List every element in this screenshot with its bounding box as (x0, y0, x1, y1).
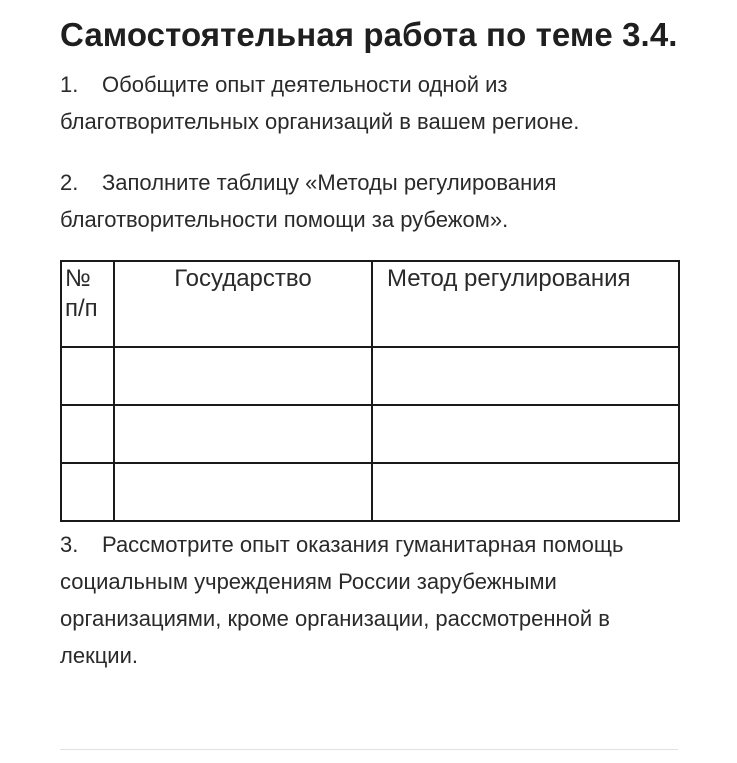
task-3-text-1: Рассмотрите опыт оказания гуманитарная помощь (102, 532, 624, 557)
table-cell (114, 347, 372, 405)
task-2-number: 2. (60, 170, 79, 195)
task-2-line-1 (60, 164, 680, 201)
header-number (61, 261, 114, 347)
task-1-text-1: Обобщите опыт деятельности одной из (102, 72, 508, 97)
task-2-text-2: благотворительности помощи за рубежом». (60, 207, 509, 232)
task-1-line-1 (60, 66, 680, 103)
task-3-text-4: лекции. (60, 643, 138, 668)
task-3-text-2: социальным учреждениям России зарубежными (60, 569, 557, 594)
table-row (61, 405, 679, 463)
header-number-line-2: п/п (65, 295, 98, 322)
page-title: Самостоятельная работа по теме 3.4. (60, 16, 678, 53)
header-method-label: Метод регулирования (387, 265, 631, 292)
task-2 (60, 164, 680, 238)
table-cell (61, 405, 114, 463)
task-3-number: 3. (60, 532, 79, 557)
task-1 (60, 66, 680, 140)
task-1-number: 1. (60, 72, 79, 97)
table-row (61, 347, 679, 405)
regulation-methods-table (60, 260, 680, 522)
table-cell (114, 405, 372, 463)
header-country-label: Государство (174, 265, 312, 292)
table-cell (114, 463, 372, 521)
table-cell (372, 347, 679, 405)
header-country (114, 261, 372, 347)
task-3-line-1 (60, 526, 680, 563)
table-row (61, 463, 679, 521)
document-page (60, 14, 680, 674)
bottom-divider (60, 749, 678, 750)
table-cell (61, 463, 114, 521)
task-3-text-3: организациями, кроме организации, рассмотренной в (60, 606, 610, 631)
table-cell (372, 405, 679, 463)
task-3 (60, 526, 680, 674)
header-number-line-1: № (65, 265, 91, 292)
table-cell (372, 463, 679, 521)
table-cell (61, 347, 114, 405)
header-method (372, 261, 679, 347)
task-2-text-1: Заполните таблицу «Методы регулирования (102, 170, 557, 195)
task-1-text-2: благотворительных организаций в вашем регионе. (60, 109, 580, 134)
table-header-row (61, 261, 679, 347)
